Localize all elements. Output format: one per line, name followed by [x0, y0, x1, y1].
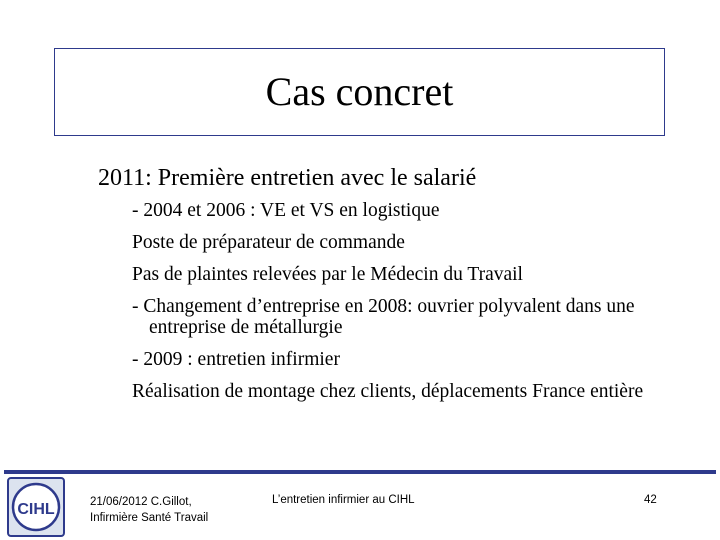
list-item: - 2004 et 2006 : VE et VS en logistique [132, 200, 440, 221]
list-item: - 2009 : entretien infirmier [132, 349, 340, 370]
bullet-list [132, 200, 658, 402]
slide-heading: 2011: Première entretien avec le salarié [98, 165, 477, 191]
list-item: Pas de plaintes relevées par le Médecin du Travail [132, 264, 523, 285]
list-item: - Changement d’entreprise en 2008: ouvrier polyvalent dans une entreprise de métallurgie [132, 296, 635, 338]
footer-divider [4, 470, 716, 474]
list-item: Réalisation de montage chez clients, déplacements France entière [132, 381, 644, 402]
page-number: 42 [644, 494, 657, 506]
slide-title: Cas concret [265, 69, 454, 114]
footer-role: Infirmière Santé Travail [90, 512, 209, 524]
title-box [54, 48, 665, 136]
footer-date-author: 21/06/2012 C.Gillot, [90, 496, 192, 508]
logo-text: CIHL [17, 501, 55, 518]
footer-title: L’entretien infirmier au CIHL [272, 494, 415, 506]
list-item: Poste de préparateur de commande [132, 232, 405, 253]
cihl-logo [6, 476, 66, 538]
slide-body [98, 160, 658, 413]
footer-author [90, 494, 208, 526]
